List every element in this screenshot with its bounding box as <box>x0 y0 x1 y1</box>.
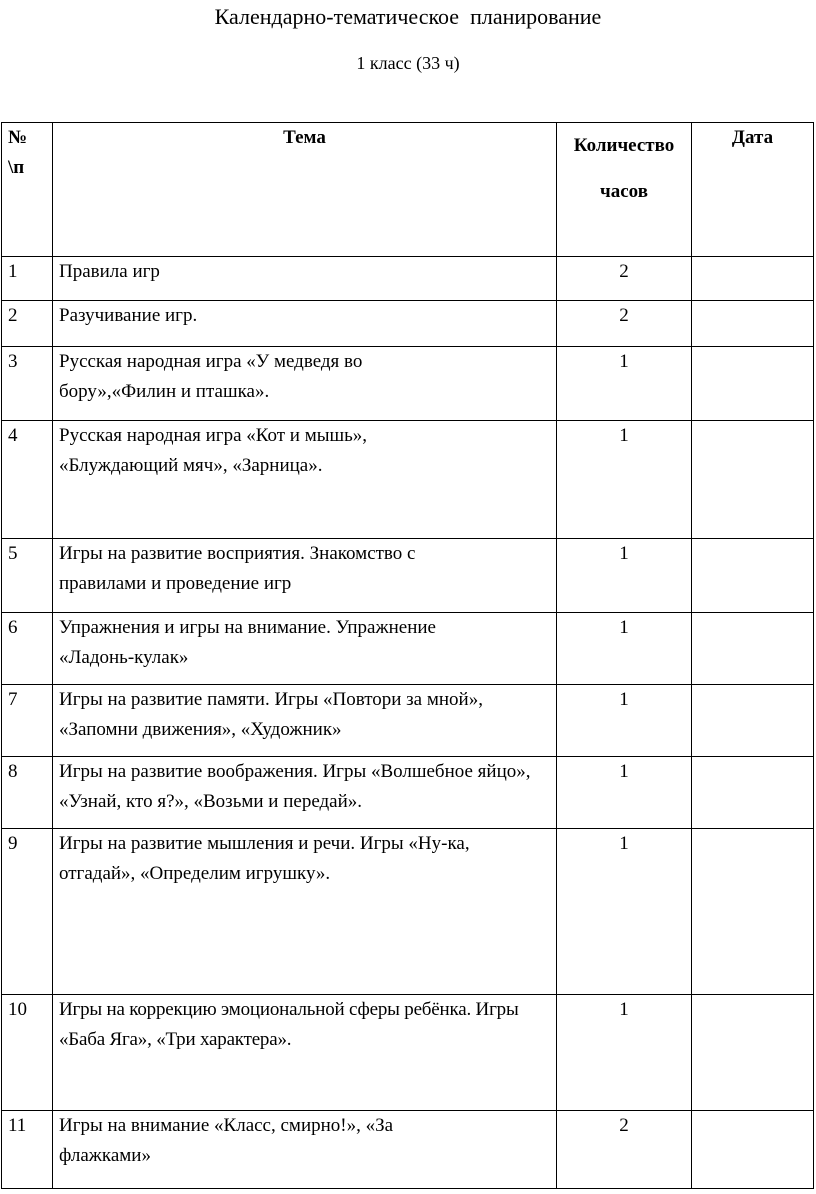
row-topic: Игры на развитие памяти. Игры «Повтори за мной», «Запомни движения», «Художник» <box>53 685 557 757</box>
row-topic: Игры на развитие восприятия. Знакомство с правилами и проведение игр <box>53 539 557 613</box>
row-hours: 1 <box>557 613 692 685</box>
row-hours: 1 <box>557 539 692 613</box>
row-number: 7 <box>2 685 53 757</box>
row-hours: 1 <box>557 829 692 995</box>
row-number: 5 <box>2 539 53 613</box>
table-row <box>2 539 814 613</box>
row-date[interactable] <box>692 539 814 613</box>
row-number: 1 <box>2 257 53 301</box>
row-hours: 2 <box>557 301 692 347</box>
header-hours-line1: Количество <box>573 135 675 156</box>
page-subtitle: 1 класс (33 ч) <box>356 53 460 73</box>
header-hours <box>557 123 692 257</box>
row-number: 4 <box>2 421 53 539</box>
table-row <box>2 995 814 1111</box>
row-date[interactable] <box>692 347 814 421</box>
table-row <box>2 301 814 347</box>
row-topic: Игры на коррекцию эмоциональной сферы ребёнка. Игры «Баба Яга», «Три характера». <box>53 995 557 1111</box>
row-date[interactable] <box>692 301 814 347</box>
table-row <box>2 347 814 421</box>
row-number: 2 <box>2 301 53 347</box>
header-hours-line2: часов <box>600 181 648 202</box>
row-topic: Игры на развитие мышления и речи. Игры «Ну-ка, отгадай», «Определим игрушку». <box>53 829 557 995</box>
row-date[interactable] <box>692 421 814 539</box>
row-date[interactable] <box>692 1111 814 1189</box>
row-topic: Игры на развитие воображения. Игры «Волшебное яйцо», «Узнай, кто я?», «Возьми и передай». <box>53 757 557 829</box>
table-row <box>2 757 814 829</box>
header-topic: Тема <box>53 123 557 257</box>
row-number: 3 <box>2 347 53 421</box>
header-number-line1: № <box>8 127 28 148</box>
row-date[interactable] <box>692 257 814 301</box>
table-row <box>2 1111 814 1189</box>
row-number: 8 <box>2 757 53 829</box>
row-topic: Упражнения и игры на внимание. Упражнение «Ладонь-кулак» <box>53 613 557 685</box>
row-hours: 2 <box>557 257 692 301</box>
table-row <box>2 421 814 539</box>
table-header-row <box>2 123 814 257</box>
row-date[interactable] <box>692 613 814 685</box>
header-number <box>2 123 53 257</box>
row-number: 9 <box>2 829 53 995</box>
page-title: Календарно-тематическое планирование <box>214 4 602 29</box>
table-row <box>2 257 814 301</box>
row-number: 11 <box>2 1111 53 1189</box>
plan-table <box>1 122 814 1189</box>
table-row <box>2 613 814 685</box>
row-date[interactable] <box>692 829 814 995</box>
row-hours: 1 <box>557 347 692 421</box>
row-topic: Игры на внимание «Класс, смирно!», «За флажками» <box>53 1111 557 1189</box>
row-hours: 1 <box>557 995 692 1111</box>
row-hours: 1 <box>557 421 692 539</box>
table-row <box>2 685 814 757</box>
row-date[interactable] <box>692 757 814 829</box>
table-row <box>2 829 814 995</box>
row-hours: 2 <box>557 1111 692 1189</box>
row-number: 10 <box>2 995 53 1111</box>
row-hours: 1 <box>557 685 692 757</box>
row-hours: 1 <box>557 757 692 829</box>
row-date[interactable] <box>692 685 814 757</box>
row-number: 6 <box>2 613 53 685</box>
row-topic: Русская народная игра «Кот и мышь», «Блуждающий мяч», «Зарница». <box>53 421 557 539</box>
header-date: Дата <box>692 123 814 257</box>
row-date[interactable] <box>692 995 814 1111</box>
row-topic: Разучивание игр. <box>53 301 557 347</box>
header-number-line2: \п <box>8 157 25 178</box>
row-topic: Русская народная игра «У медведя во бору»,«Филин и пташка». <box>53 347 557 421</box>
row-topic: Правила игр <box>53 257 557 301</box>
